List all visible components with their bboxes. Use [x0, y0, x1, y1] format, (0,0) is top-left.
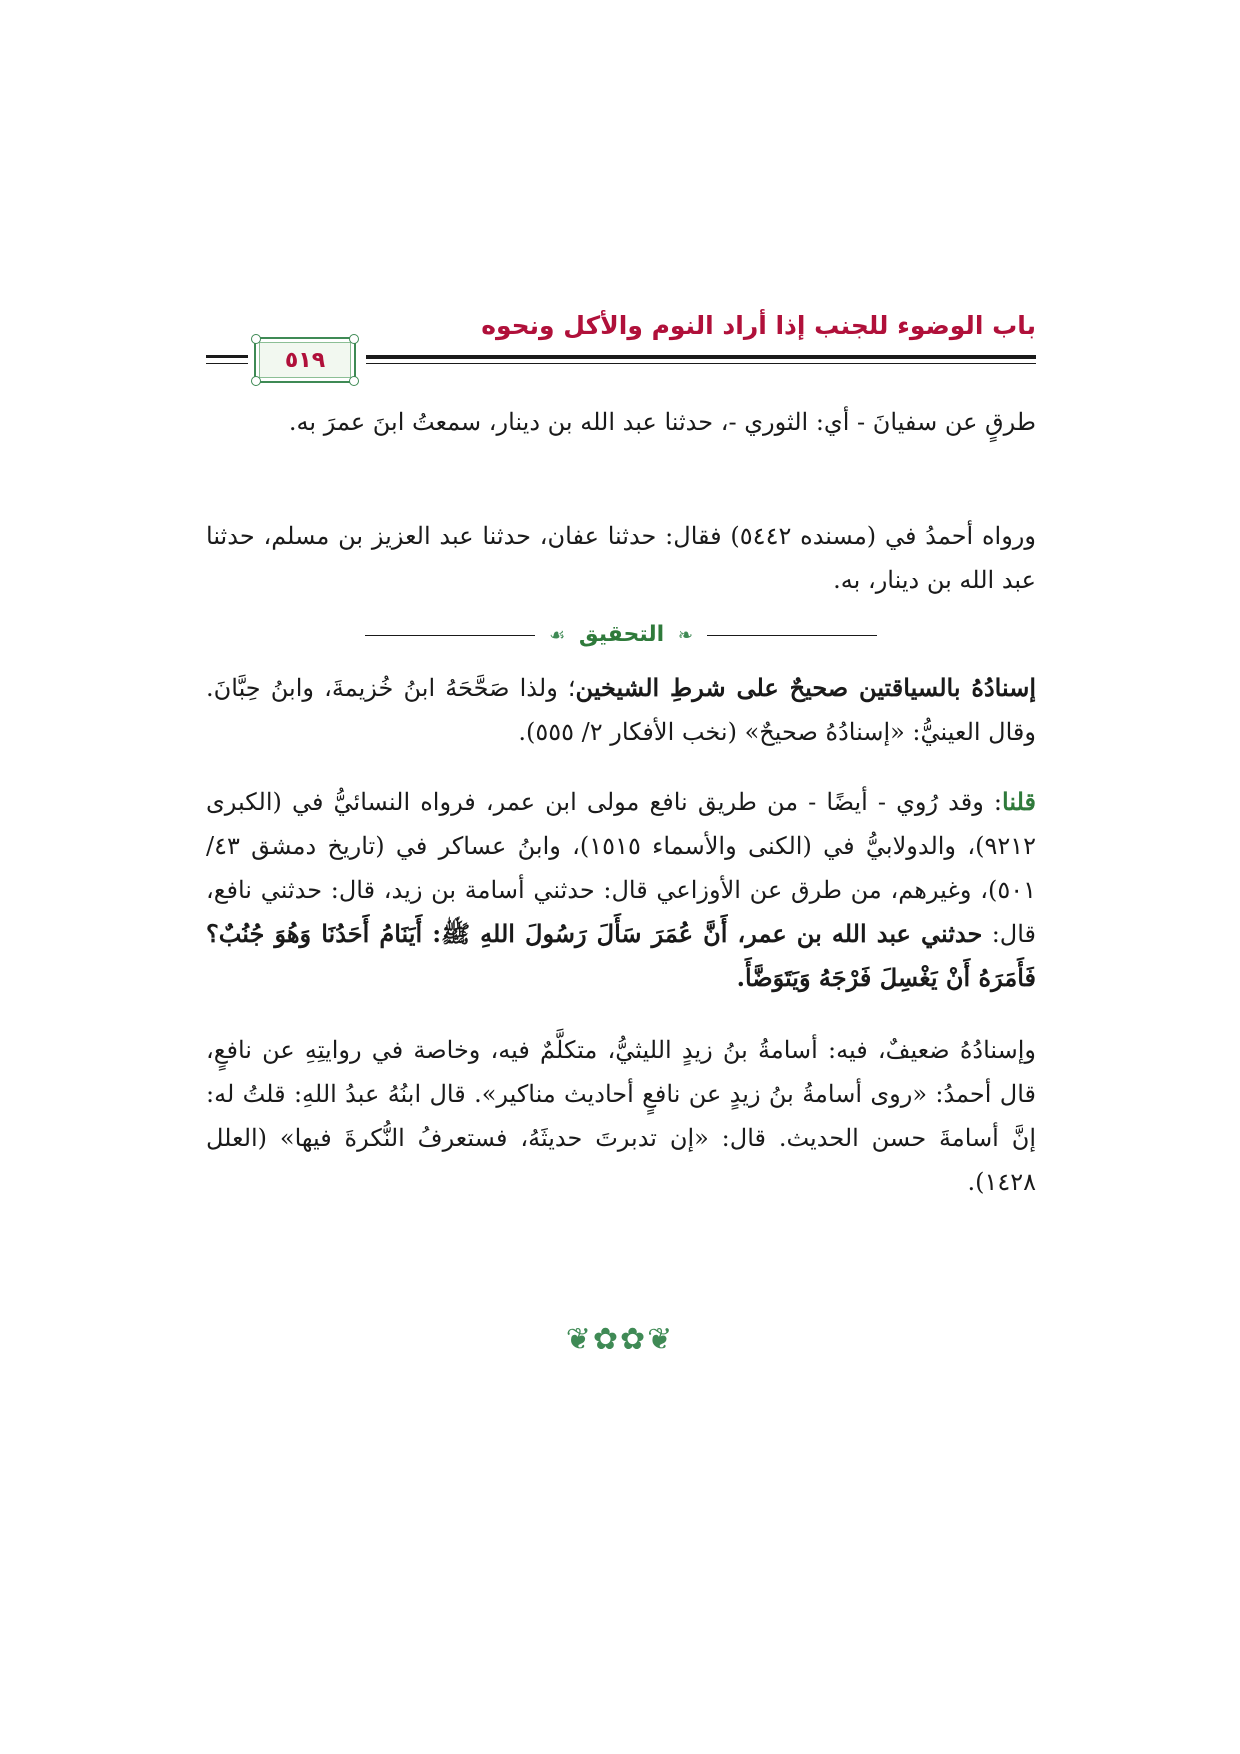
header-rule-thick — [366, 355, 1036, 359]
page-number-badge — [254, 337, 356, 383]
paragraph-2 — [206, 514, 1036, 602]
paragraph-text: وإسنادُهُ ضعيفٌ، فيه: أسامةُ بنُ زيدٍ الليثيُّ، متكلَّمٌ فيه، وخاصة في روايتِهِ عن نافعٍ، قال أحمدُ: «روى أسامةُ بنُ زيدٍ عن نافعٍ أحاديث مناكير». قال ابنُهُ عبدُ اللهِ: قلتُ له: إنَّ أسامةَ حسن الحديث. قال: «إن تدبرتَ حديثَهُ، فستعرفُ النُّكرةَ فيها» (العلل ١٤٢٨). — [206, 1036, 1037, 1196]
header-rule-left-thick — [206, 355, 248, 358]
paragraph-text — [206, 666, 1036, 754]
qulna-label: قلنا — [1002, 787, 1036, 816]
paragraph-3 — [206, 666, 1036, 754]
badge-corner-icon — [251, 376, 261, 386]
section-title: التحقيق — [578, 622, 665, 647]
section-heading — [206, 615, 1036, 656]
bold-phrase: إسنادُهُ بالسياقتين صحيحٌ على شرطِ الشيخين — [575, 673, 1036, 702]
header-rule-left-thin — [206, 363, 248, 364]
hadith-text: حدثني عبد الله بن عمر، أَنَّ عُمَرَ سَأَلَ رَسُولَ اللهِ ﷺ: أَيَنَامُ أَحَدُنَا وَهُوَ جُنُبٌ؟ فَأَمَرَهُ أَنْ يَغْسِلَ فَرْجَهُ وَيَتَوَضَّأَ. — [206, 919, 1036, 992]
paragraph-5 — [206, 1028, 1036, 1204]
badge-corner-icon — [349, 334, 359, 344]
paragraph-text: طرقٍ عن سفيانَ - أي: الثوري -، حدثنا عبد الله بن دينار، سمعتُ ابنَ عمرَ به. — [288, 408, 1036, 436]
page-number: ٥١٩ — [284, 347, 326, 373]
paragraph-4 — [206, 780, 1036, 1000]
badge-corner-icon — [251, 334, 261, 344]
floral-end-icon: ❦✿✿❦ — [565, 1322, 675, 1357]
header-rule-thin — [366, 363, 1036, 364]
floral-divider-icon: ☙ — [549, 625, 566, 646]
paragraph-1 — [206, 400, 1036, 444]
section-divider — [206, 615, 1036, 655]
divider-line-right — [707, 635, 877, 636]
divider-line-left — [365, 635, 535, 636]
floral-divider-icon: ❧ — [677, 625, 693, 646]
paragraph-text: ورواه أحمدُ في (مسنده ٥٤٤٢) فقال: حدثنا عفان، حدثنا عبد العزيز بن مسلم، حدثنا عبد الله بن دينار، به. — [206, 522, 1036, 594]
paragraph-text — [206, 780, 1036, 1000]
paragraph-body: : وقد رُوي - أيضًا - من طريق نافع مولى ابن عمر، فرواه النسائيُّ في (الكبرى ٩٢١٢)، والدولابيُّ في (الكنى والأسماء ١٥١٥)، وابنُ عساكر في (تاريخ دمشق ٤٣/ ٥٠١)، وغيرهم، من طرق عن الأوزاعي قال: حدثني أسامة بن زيد، قال: حدثني نافع، قال: — [206, 788, 1037, 948]
page-header — [206, 305, 1036, 395]
chapter-title: باب الوضوء للجنب إذا أراد النوم والأكل ونحوه — [481, 311, 1036, 340]
badge-corner-icon — [349, 376, 359, 386]
paragraph-rest: ؛ ولذا صَحَّحَهُ ابنُ خُزيمةَ، وابنُ حِبَّانَ. وقال العينيُّ: «إسنادُهُ صحيحٌ» (نخب الأفكار ٢/ ٥٥٥). — [206, 674, 1036, 746]
